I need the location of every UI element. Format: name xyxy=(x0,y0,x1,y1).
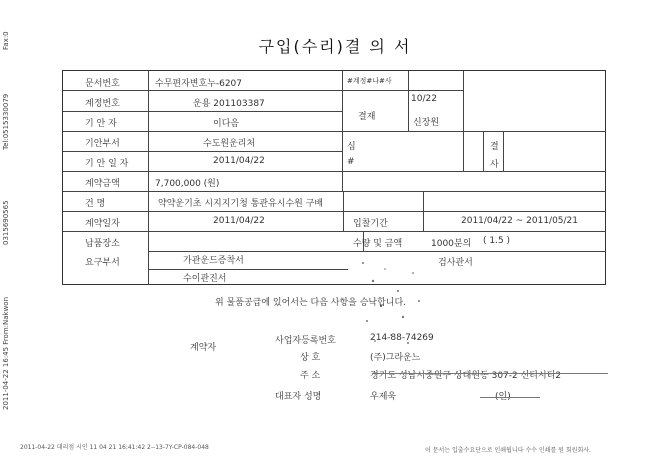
company-addr-value: 경기도 성남시중원구 상대원동 307-2 신티시티2 xyxy=(370,371,562,381)
label-subject: 건 명 xyxy=(85,199,106,209)
label-approval-side: 결 xyxy=(490,142,499,152)
value-subject: 약약운기초 시지지기청 통관유시수원 구배 xyxy=(158,199,324,209)
budget-top: #계정#나#사 xyxy=(347,77,392,85)
company-name-label: 상 호 xyxy=(300,353,321,363)
seal-line xyxy=(480,397,540,398)
opinion-value: 10/22 xyxy=(411,94,437,104)
company-heading: 계약자 xyxy=(190,343,217,353)
company-seal: (인) xyxy=(495,392,511,402)
side-text: Fax:0 xyxy=(2,31,10,50)
label-delivery: 납품장소 xyxy=(85,239,120,249)
value-ratio: 1000분의 xyxy=(431,239,472,249)
side-text: 2011-04-22 16:45 From:Nakwon xyxy=(2,296,10,410)
company-rep-label: 대표자 성명 xyxy=(275,392,322,402)
value-draft-date: 2011/04/22 xyxy=(213,156,265,166)
label-drafter: 기 안 자 xyxy=(85,119,117,129)
value-contract-period: 2011/04/22 ~ 2011/05/21 xyxy=(461,216,579,226)
company-rep-value: 우제욱 xyxy=(370,392,397,402)
value-account: 운용 201103387 xyxy=(193,99,265,109)
document-title: 구입(수리)결 의 서 xyxy=(258,37,412,56)
label-dept: 기안부서 xyxy=(85,139,120,149)
footer-right: 이 문서는 입출수요단으로 인쇄됩니다 수수 인쇄를 원 회원회사. xyxy=(425,447,591,454)
value-contract-date: 2011/04/22 xyxy=(213,216,265,226)
value-dept: 수도원운리처 xyxy=(203,139,256,149)
address-line xyxy=(372,373,608,374)
label-doc-number: 문서번호 xyxy=(85,79,120,89)
value-request-dept-1: 가관운드증착서 xyxy=(183,256,244,266)
company-reg-label: 사업자등록번호 xyxy=(275,336,336,346)
label-sign-right: 사 xyxy=(490,160,499,170)
label-contract-period: 입찰기간 xyxy=(353,219,388,229)
footer-left: 2011-04-22 대리점 시인 11 04 21 16:41:42 2--13-7Y-CP-084-048 xyxy=(20,444,209,451)
responsible-value: 신장원 xyxy=(413,118,440,128)
form-table xyxy=(62,70,606,285)
value-doc-number: 수무편자변호누-6207 xyxy=(155,79,243,89)
value-ratio-paren: ( 1.5 ) xyxy=(483,236,511,246)
value-contract-amount: 7,700,000 (원) xyxy=(155,179,220,189)
label-contract-date: 계약일자 xyxy=(85,219,120,229)
value-drafter: 이다음 xyxy=(213,119,240,129)
side-text: 0315690565 xyxy=(2,200,10,245)
label-request-dept: 요구부서 xyxy=(85,258,120,268)
side-fax-header xyxy=(0,0,14,430)
label-contract-amount: 계약금액 xyxy=(85,179,120,189)
value-request-dept-2: 수이관진서 xyxy=(183,274,227,284)
statement-text: 위 물품공급에 있어서는 다음 사항을 승낙합니다. xyxy=(215,298,407,308)
label-supply-ratio: 수량 및 금액 xyxy=(353,239,403,249)
company-name-value: (주)그라운느 xyxy=(370,353,421,363)
label-sign-left: 심 xyxy=(347,142,356,152)
company-reg-value: 214-88-74269 xyxy=(370,333,434,343)
budget-side: # xyxy=(347,157,355,167)
side-text: Tel:0515330079 xyxy=(2,93,10,150)
label-draft-date: 기 안 일 자 xyxy=(85,159,129,169)
label-account: 계정번호 xyxy=(85,99,120,109)
label-approval: 결재 xyxy=(358,112,376,122)
company-addr-label: 주 소 xyxy=(300,371,321,381)
inspection-value: 검사관서 xyxy=(438,258,473,268)
